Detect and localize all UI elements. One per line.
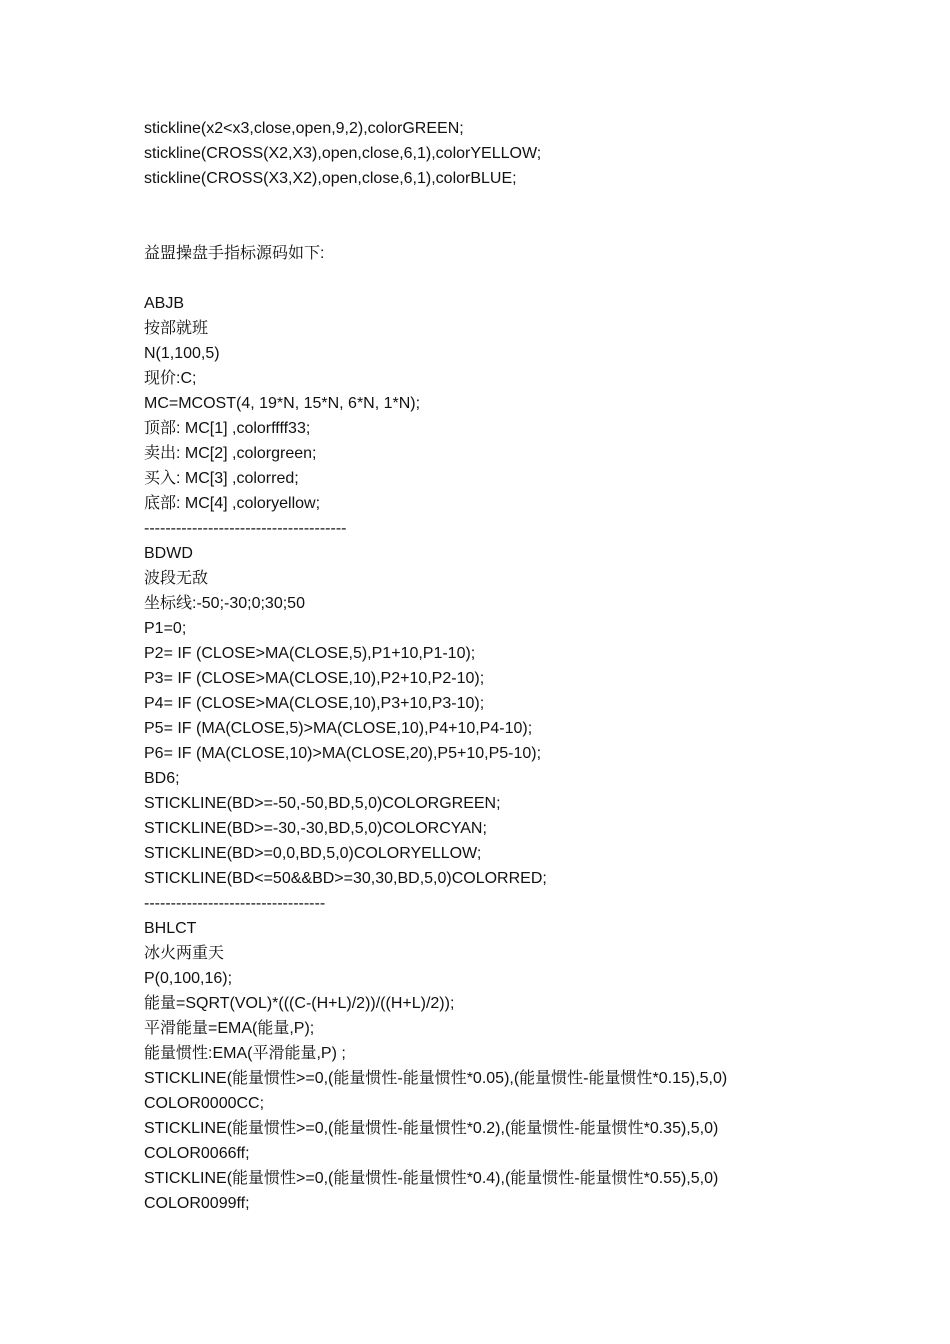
section-code: BHLCT — [144, 920, 197, 937]
section-code: BDWD — [144, 545, 193, 562]
code-line: 现价:C; — [144, 370, 197, 387]
code-line: STICKLINE(能量惯性>=0,(能量惯性-能量惯性*0.2),(能量惯性-能量惯性*0.35),5,0) — [144, 1120, 719, 1137]
code-line: COLOR0099ff; — [144, 1195, 250, 1212]
code-line: STICKLINE(BD<=50&&BD>=30,30,BD,5,0)COLORRED; — [144, 870, 547, 887]
code-line: P5= IF (MA(CLOSE,5)>MA(CLOSE,10),P4+10,P4-10); — [144, 720, 533, 737]
code-line: 卖出: MC[2] ,colorgreen; — [144, 445, 317, 462]
code-line: STICKLINE(BD>=0,0,BD,5,0)COLORYELLOW; — [144, 845, 482, 862]
code-line: P3= IF (CLOSE>MA(CLOSE,10),P2+10,P2-10); — [144, 670, 485, 687]
section-title: 波段无敌 — [144, 570, 209, 587]
code-line: 底部: MC[4] ,coloryellow; — [144, 495, 321, 512]
code-line: P4= IF (CLOSE>MA(CLOSE,10),P3+10,P3-10); — [144, 695, 485, 712]
document-content — [144, 116, 904, 1216]
code-line: COLOR0066ff; — [144, 1145, 250, 1162]
code-line: 平滑能量=EMA(能量,P); — [144, 1020, 315, 1037]
code-line: N(1,100,5) — [144, 345, 220, 362]
code-line: 坐标线:-50;-30;0;30;50 — [144, 595, 305, 612]
code-line: STICKLINE(能量惯性>=0,(能量惯性-能量惯性*0.05),(能量惯性-能量惯性*0.15),5,0) — [144, 1070, 728, 1087]
section-title: 冰火两重天 — [144, 945, 225, 962]
code-line: 能量=SQRT(VOL)*(((C-(H+L)/2))/((H+L)/2)); — [144, 995, 455, 1012]
code-line: stickline(x2<x3,close,open,9,2),colorGREEN; — [144, 120, 464, 137]
code-line: STICKLINE(能量惯性>=0,(能量惯性-能量惯性*0.4),(能量惯性-能量惯性*0.55),5,0) — [144, 1170, 719, 1187]
code-line: P(0,100,16); — [144, 970, 233, 987]
code-line: P2= IF (CLOSE>MA(CLOSE,5),P1+10,P1-10); — [144, 645, 476, 662]
intro-heading: 益盟操盘手指标源码如下: — [144, 245, 325, 262]
separator-line: ---------------------------------- — [144, 895, 326, 912]
code-line: 能量惯性:EMA(平滑能量,P) ; — [144, 1045, 346, 1062]
code-line: MC=MCOST(4, 19*N, 15*N, 6*N, 1*N); — [144, 395, 421, 412]
separator-line: -------------------------------------- — [144, 520, 347, 537]
code-line: STICKLINE(BD>=-50,-50,BD,5,0)COLORGREEN; — [144, 795, 501, 812]
section-title: 按部就班 — [144, 320, 209, 337]
code-line: 买入: MC[3] ,colorred; — [144, 470, 299, 487]
code-line: P1=0; — [144, 620, 187, 637]
code-line: stickline(CROSS(X2,X3),open,close,6,1),colorYELLOW; — [144, 145, 542, 162]
section-code: ABJB — [144, 295, 185, 312]
code-line: STICKLINE(BD>=-30,-30,BD,5,0)COLORCYAN; — [144, 820, 487, 837]
code-line: 顶部: MC[1] ,colorffff33; — [144, 420, 311, 437]
code-line: BD6; — [144, 770, 180, 787]
code-line: P6= IF (MA(CLOSE,10)>MA(CLOSE,20),P5+10,P5-10); — [144, 745, 542, 762]
code-line: stickline(CROSS(X3,X2),open,close,6,1),colorBLUE; — [144, 170, 517, 187]
spacer — [144, 266, 904, 291]
code-line: COLOR0000CC; — [144, 1095, 265, 1112]
spacer — [144, 191, 904, 241]
